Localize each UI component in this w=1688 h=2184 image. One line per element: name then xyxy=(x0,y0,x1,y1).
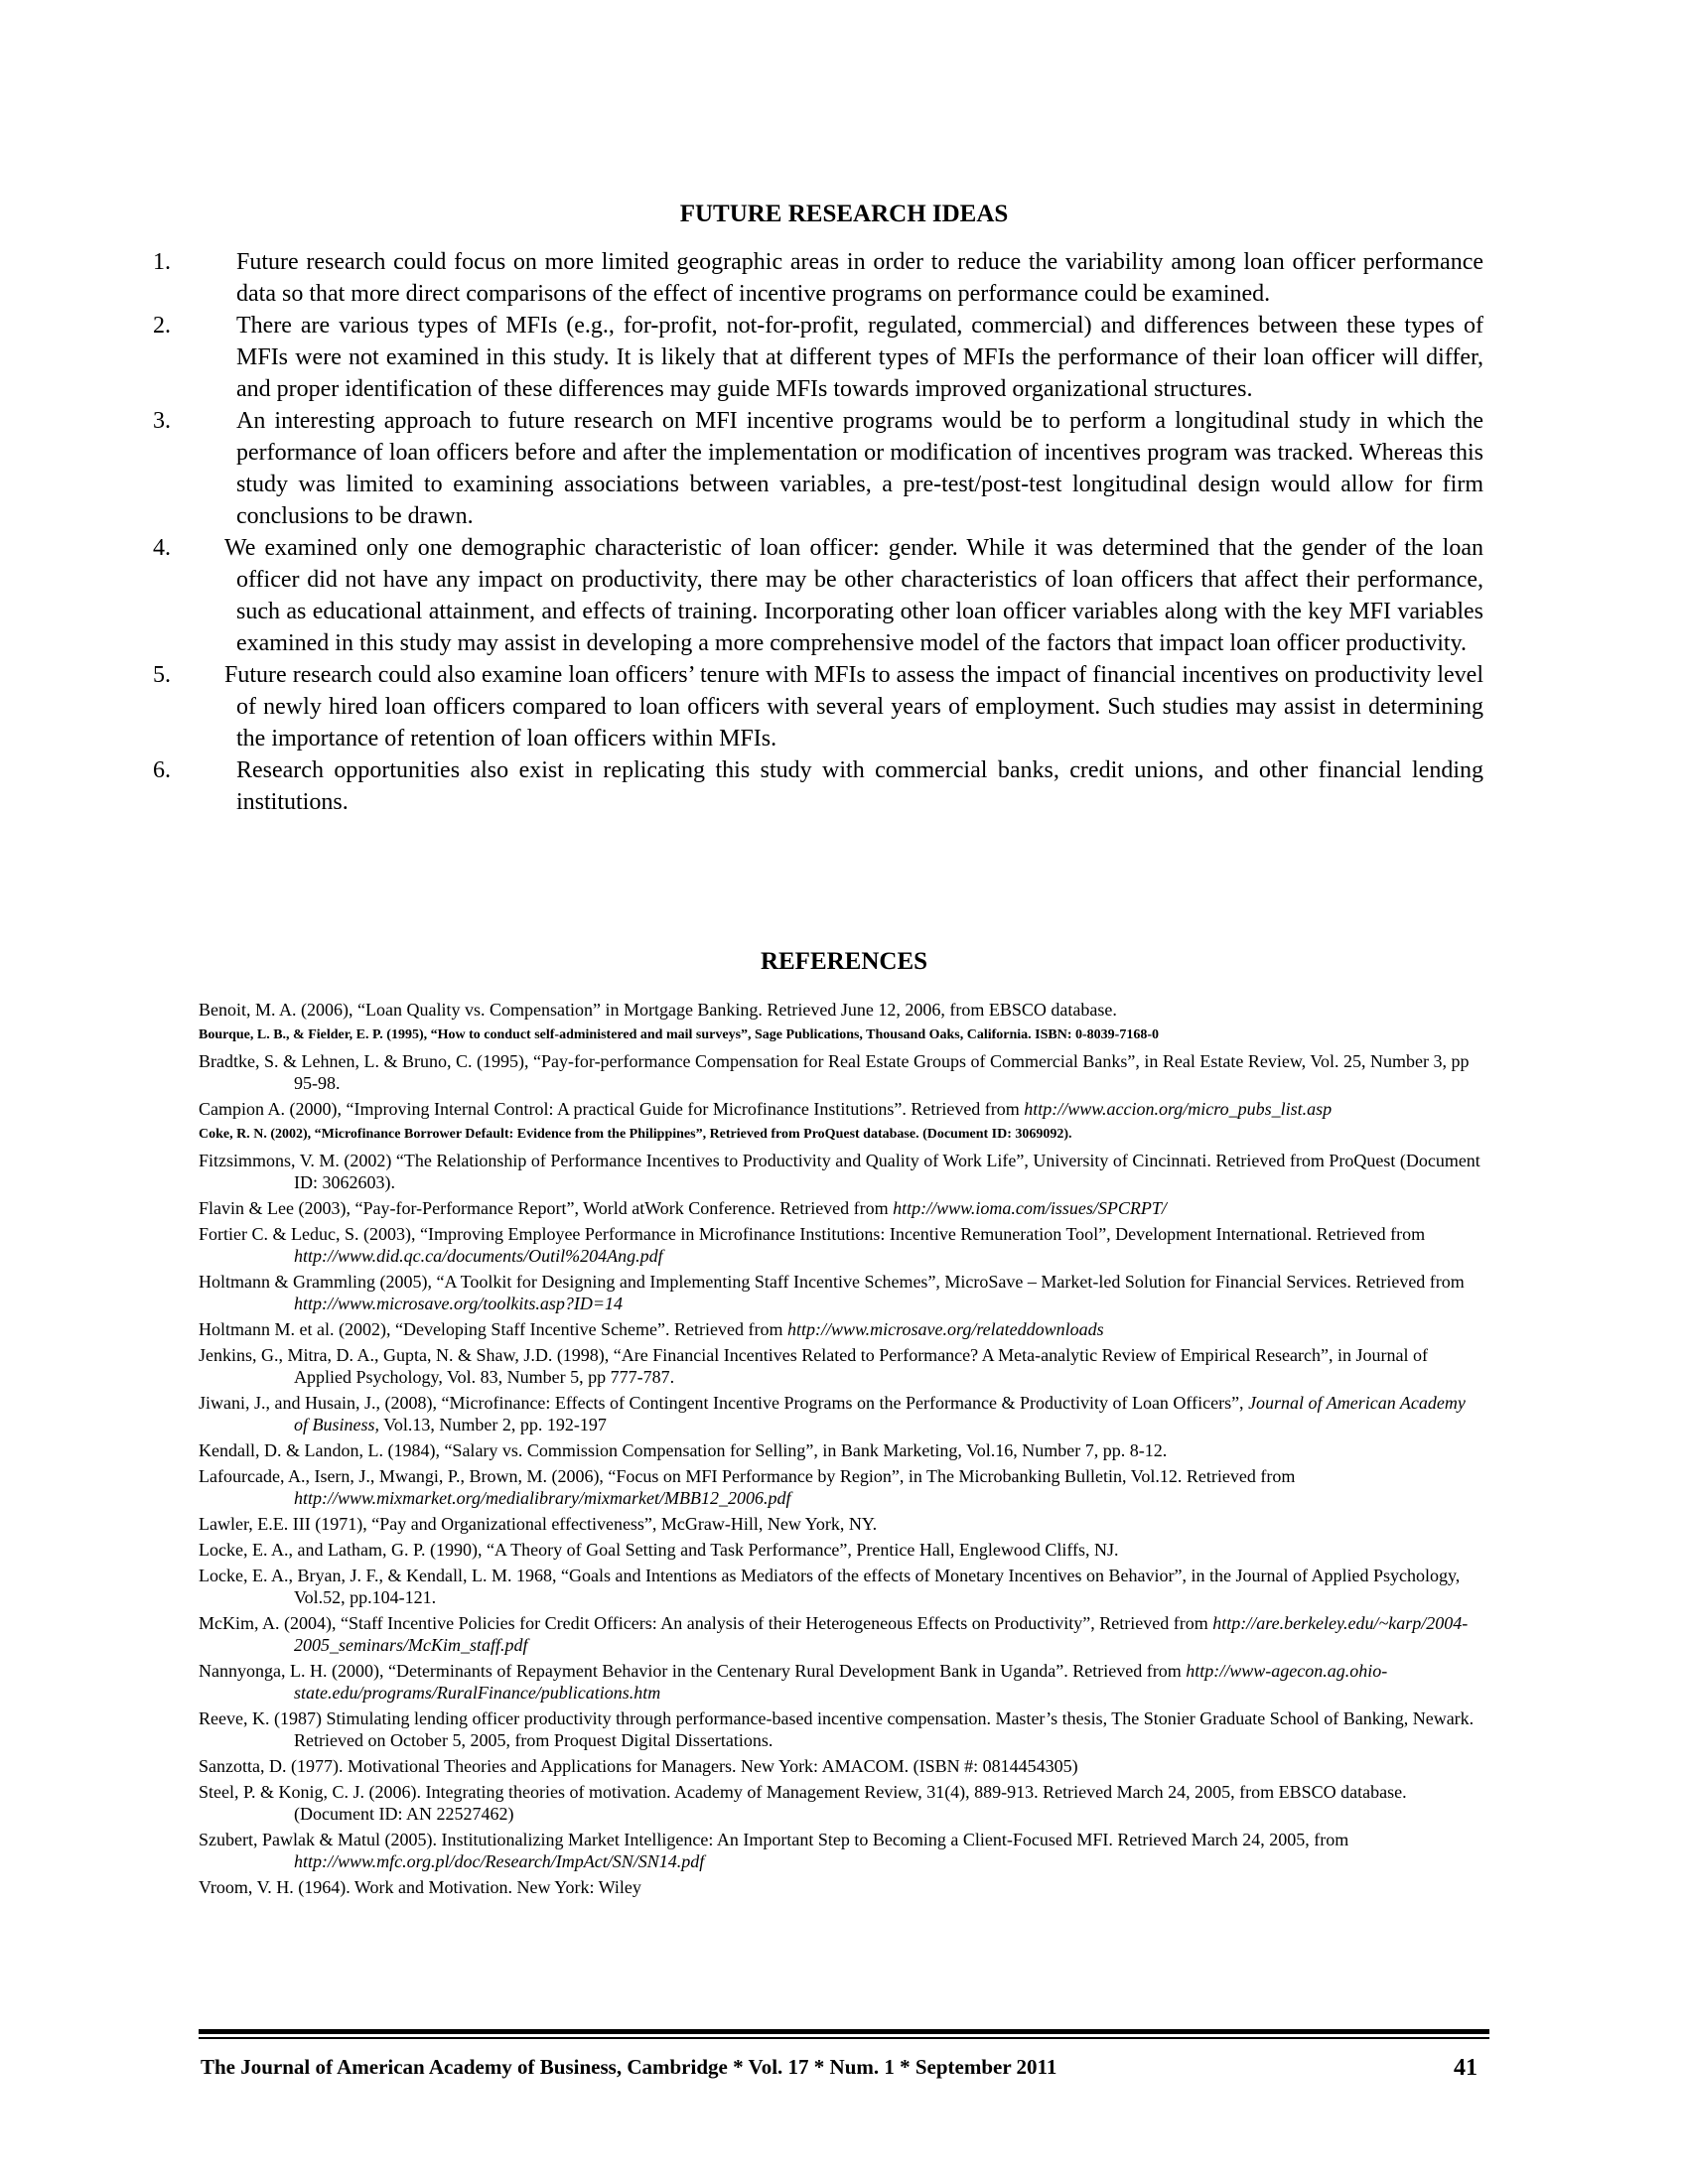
reference-text: Locke, E. A., Bryan, J. F., & Kendall, L. M. 1968, “Goals and Intentions as Mediators of the effects of Monetary Incentives on Behavior”, in the Journal of Applied Psychology, Vol.52, pp.104-121. xyxy=(199,1566,1461,1607)
list-item-number: 3. xyxy=(153,408,171,434)
reference-entry xyxy=(199,1197,1483,1219)
list-item xyxy=(153,310,1483,405)
reference-link[interactable]: http://www.mixmarket.org/medialibrary/mixmarket/MBB12_2006.pdf xyxy=(294,1488,791,1508)
reference-journal: Journal of American Academy of Business, xyxy=(294,1393,1466,1434)
footer-rule-thin xyxy=(199,2037,1489,2039)
reference-entry xyxy=(199,1755,1483,1777)
footer-journal-citation: The Journal of American Academy of Business, Cambridge * Vol. 17 * Num. 1 * September 2011 xyxy=(201,2055,1057,2079)
reference-link[interactable]: http://www.microsave.org/relateddownloads xyxy=(787,1319,1104,1339)
future-research-heading: FUTURE RESEARCH IDEAS xyxy=(679,201,1009,227)
reference-text: Benoit, M. A. (2006), “Loan Quality vs. Compensation” in Mortgage Banking. Retrieved June 12, 2006, from EBSCO database. xyxy=(199,1000,1117,1020)
list-item xyxy=(153,659,1483,754)
references-heading: REFERENCES xyxy=(760,948,928,975)
reference-entry xyxy=(199,1565,1483,1608)
reference-link[interactable]: http://www.mfc.org.pl/doc/Research/ImpAct/SN/SN14.pdf xyxy=(294,1851,705,1871)
reference-entry xyxy=(199,1223,1483,1267)
reference-entry xyxy=(199,1465,1483,1509)
reference-text: Coke, R. N. (2002), “Microfinance Borrower Default: Evidence from the Philippines”, Retrieved from ProQuest database. (Document ID: 3069092). xyxy=(199,1127,1072,1142)
list-item-text: Research opportunities also exist in replicating this study with commercial banks, credit unions, and other financial lending institutions. xyxy=(236,757,1483,815)
reference-entry xyxy=(199,1318,1483,1340)
reference-entry xyxy=(199,1124,1483,1146)
list-item-number: 6. xyxy=(153,757,171,783)
list-item-number: 4. xyxy=(153,535,171,561)
reference-entry xyxy=(199,1271,1483,1314)
future-research-list xyxy=(153,246,1483,818)
reference-text: Kendall, D. & Landon, L. (1984), “Salary vs. Commission Compensation for Selling”, in Bank Marketing, Vol.16, Number 7, pp. 8-12. xyxy=(199,1440,1168,1460)
reference-entry xyxy=(199,1050,1483,1094)
reference-entry xyxy=(199,1024,1483,1046)
list-item-text: We examined only one demographic characteristic of loan officer: gender. While it was determined that the gender of the loan officer did not have any impact on productivity, there may be other characteristics of loan officers that affect their performance, such as educational attainment, and effects of training. Incorporating other loan officer variables along with the key MFI variables examined in this study may assist in developing a more comprehensive model of the factors that impact loan officer productivity. xyxy=(224,535,1483,656)
list-item xyxy=(153,532,1483,659)
reference-text: Holtmann M. et al. (2002), “Developing Staff Incentive Scheme”. Retrieved from xyxy=(199,1319,787,1339)
reference-text: Lawler, E.E. III (1971), “Pay and Organizational effectiveness”, McGraw-Hill, New York, NY. xyxy=(199,1514,878,1534)
reference-entry xyxy=(199,1612,1483,1656)
reference-text: Vroom, V. H. (1964). Work and Motivation. New York: Wiley xyxy=(199,1877,641,1897)
reference-entry xyxy=(199,1707,1483,1751)
reference-text: Lafourcade, A., Isern, J., Mwangi, P., Brown, M. (2006), “Focus on MFI Performance by Region”, in The Microbanking Bulletin, Vol.12. Retrieved from xyxy=(199,1466,1296,1486)
reference-entry xyxy=(199,1781,1483,1825)
reference-link[interactable]: http://www.ioma.com/issues/SPCRPT/ xyxy=(893,1198,1167,1218)
reference-text: McKim, A. (2004), “Staff Incentive Policies for Credit Officers: An analysis of their Heterogeneous Effects on Productivity”, Retrieved from xyxy=(199,1613,1213,1633)
reference-link[interactable]: http://www-agecon.ag.ohio-state.edu/programs/RuralFinance/publications.htm xyxy=(294,1661,1388,1703)
reference-text: Fortier C. & Leduc, S. (2003), “Improving Employee Performance in Microfinance Institutions: Incentive Remuneration Tool”, Development International. Retrieved from xyxy=(199,1224,1426,1244)
footer-rule-thick xyxy=(199,2029,1489,2034)
reference-entry xyxy=(199,1392,1483,1435)
list-item xyxy=(153,405,1483,532)
reference-text: Szubert, Pawlak & Matul (2005). Institutionalizing Market Intelligence: An Important Step to Becoming a Client-Focused MFI. Retrieved March 24, 2005, from xyxy=(199,1830,1349,1849)
reference-text: Fitzsimmons, V. M. (2002) “The Relationship of Performance Incentives to Productivity and Quality of Work Life”, University of Cincinnati. Retrieved from ProQuest (Document ID: 3062603). xyxy=(199,1151,1480,1192)
reference-entry xyxy=(199,1098,1483,1120)
list-item xyxy=(153,754,1483,818)
reference-text: Sanzotta, D. (1977). Motivational Theories and Applications for Managers. New York: AMACOM. (ISBN #: 0814454305) xyxy=(199,1756,1078,1776)
reference-entry xyxy=(199,1539,1483,1561)
list-item-text: There are various types of MFIs (e.g., for-profit, not-for-profit, regulated, commercial) and differences between these types of MFIs were not examined in this study. It is likely that at different types of MFIs the performance of their loan officer will differ, and proper identification of these differences may guide MFIs towards improved organizational structures. xyxy=(236,313,1483,402)
list-item-number: 1. xyxy=(153,249,171,275)
reference-entry xyxy=(199,1660,1483,1704)
references-list xyxy=(199,999,1483,1902)
reference-text: Bradtke, S. & Lehnen, L. & Bruno, C. (1995), “Pay-for-performance Compensation for Real Estate Groups of Commercial Banks”, in Real Estate Review, Vol. 25, Number 3, pp 95-98. xyxy=(199,1051,1470,1093)
reference-text: Steel, P. & Konig, C. J. (2006). Integrating theories of motivation. Academy of Management Review, 31(4), 889-913. Retrieved March 24, 2005, from EBSCO database. (Document ID: AN 22527462) xyxy=(199,1782,1407,1824)
page-number: 41 xyxy=(1454,2055,1477,2081)
reference-text-tail: Vol.13, Number 2, pp. 192-197 xyxy=(379,1415,607,1434)
reference-text: Jenkins, G., Mitra, D. A., Gupta, N. & Shaw, J.D. (1998), “Are Financial Incentives Related to Performance? A Meta-analytic Review of Empirical Research”, in Journal of Applied Psychology, Vol. 83, Number 5, pp 777-787. xyxy=(199,1345,1428,1387)
reference-text: Flavin & Lee (2003), “Pay-for-Performance Report”, World atWork Conference. Retrieved from xyxy=(199,1198,894,1218)
reference-text: Nannyonga, L. H. (2000), “Determinants of Repayment Behavior in the Centenary Rural Development Bank in Uganda”. Retrieved from xyxy=(199,1661,1187,1681)
reference-link[interactable]: http://are.berkeley.edu/~karp/2004-2005_seminars/McKim_staff.pdf xyxy=(294,1613,1469,1655)
reference-entry xyxy=(199,1150,1483,1193)
reference-entry xyxy=(199,1344,1483,1388)
list-item-text: Future research could also examine loan officers’ tenure with MFIs to assess the impact of financial incentives on productivity level of newly hired loan officers compared to loan officers with several years of employment. Such studies may assist in determining the importance of retention of loan officers within MFIs. xyxy=(224,662,1483,751)
list-item-text: Future research could focus on more limited geographic areas in order to reduce the variability among loan officer performance data so that more direct comparisons of the effect of incentive programs on performance could be examined. xyxy=(236,249,1483,307)
list-item-number: 2. xyxy=(153,313,171,339)
reference-link[interactable]: http://www.microsave.org/toolkits.asp?ID=14 xyxy=(294,1294,623,1313)
reference-text: Holtmann & Grammling (2005), “A Toolkit for Designing and Implementing Staff Incentive Schemes”, MicroSave – Market-led Solution for Financial Services. Retrieved from xyxy=(199,1272,1465,1292)
reference-text: Jiwani, J., and Husain, J., (2008), “Microfinance: Effects of Contingent Incentive Programs on the Performance & Productivity of Loan Officers”, xyxy=(199,1393,1249,1413)
reference-text: Reeve, K. (1987) Stimulating lending officer productivity through performance-based incentive compensation. Master’s thesis, The Stonier Graduate School of Banking, Newark. Retrieved on October 5, 2005, from Proquest Digital Dissertations. xyxy=(199,1708,1475,1750)
reference-entry xyxy=(199,1829,1483,1872)
reference-text: Bourque, L. B., & Fielder, E. P. (1995), “How to conduct self-administered and mail surveys”, Sage Publications, Thousand Oaks, California. ISBN: 0-8039-7168-0 xyxy=(199,1027,1159,1042)
list-item xyxy=(153,246,1483,310)
reference-link[interactable]: http://www.accion.org/micro_pubs_list.asp xyxy=(1024,1099,1333,1119)
reference-text: Campion A. (2000), “Improving Internal Control: A practical Guide for Microfinance Institutions”. Retrieved from xyxy=(199,1099,1025,1119)
reference-entry xyxy=(199,999,1483,1021)
reference-entry xyxy=(199,1439,1483,1461)
reference-link[interactable]: http://www.did.qc.ca/documents/Outil%204Ang.pdf xyxy=(294,1246,663,1266)
list-item-text: An interesting approach to future research on MFI incentive programs would be to perform a longitudinal study in which the performance of loan officers before and after the implementation or modification of incentives program was tracked. Whereas this study was limited to examining associations between variables, a pre-test/post-test longitudinal design would allow for firm conclusions to be drawn. xyxy=(236,408,1483,529)
reference-text: Locke, E. A., and Latham, G. P. (1990), “A Theory of Goal Setting and Task Performance”, Prentice Hall, Englewood Cliffs, NJ. xyxy=(199,1540,1119,1560)
list-item-number: 5. xyxy=(153,662,171,688)
reference-entry xyxy=(199,1513,1483,1535)
reference-entry xyxy=(199,1876,1483,1898)
